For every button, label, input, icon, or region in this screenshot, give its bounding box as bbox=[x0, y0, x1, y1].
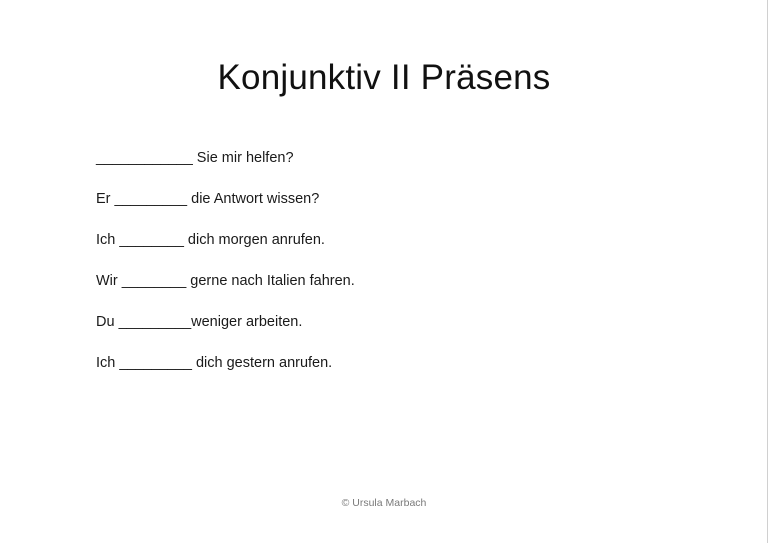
copyright-footer: © Ursula Marbach bbox=[341, 497, 427, 509]
exercise-sentence-1: ____________ Sie mir helfen? bbox=[96, 150, 294, 166]
exercise-sentence-3: Ich ________ dich morgen anrufen. bbox=[96, 232, 325, 248]
exercise-sentence-4: Wir ________ gerne nach Italien fahren. bbox=[96, 273, 355, 289]
exercise-sentence-6: Ich _________ dich gestern anrufen. bbox=[96, 355, 333, 371]
exercise-sentence-5: Du _________weniger arbeiten. bbox=[96, 314, 303, 330]
exercise-sentence-2: Er _________ die Antwort wissen? bbox=[96, 191, 320, 207]
page-title: Konjunktiv II Präsens bbox=[217, 58, 551, 97]
exercise-list bbox=[96, 148, 355, 394]
